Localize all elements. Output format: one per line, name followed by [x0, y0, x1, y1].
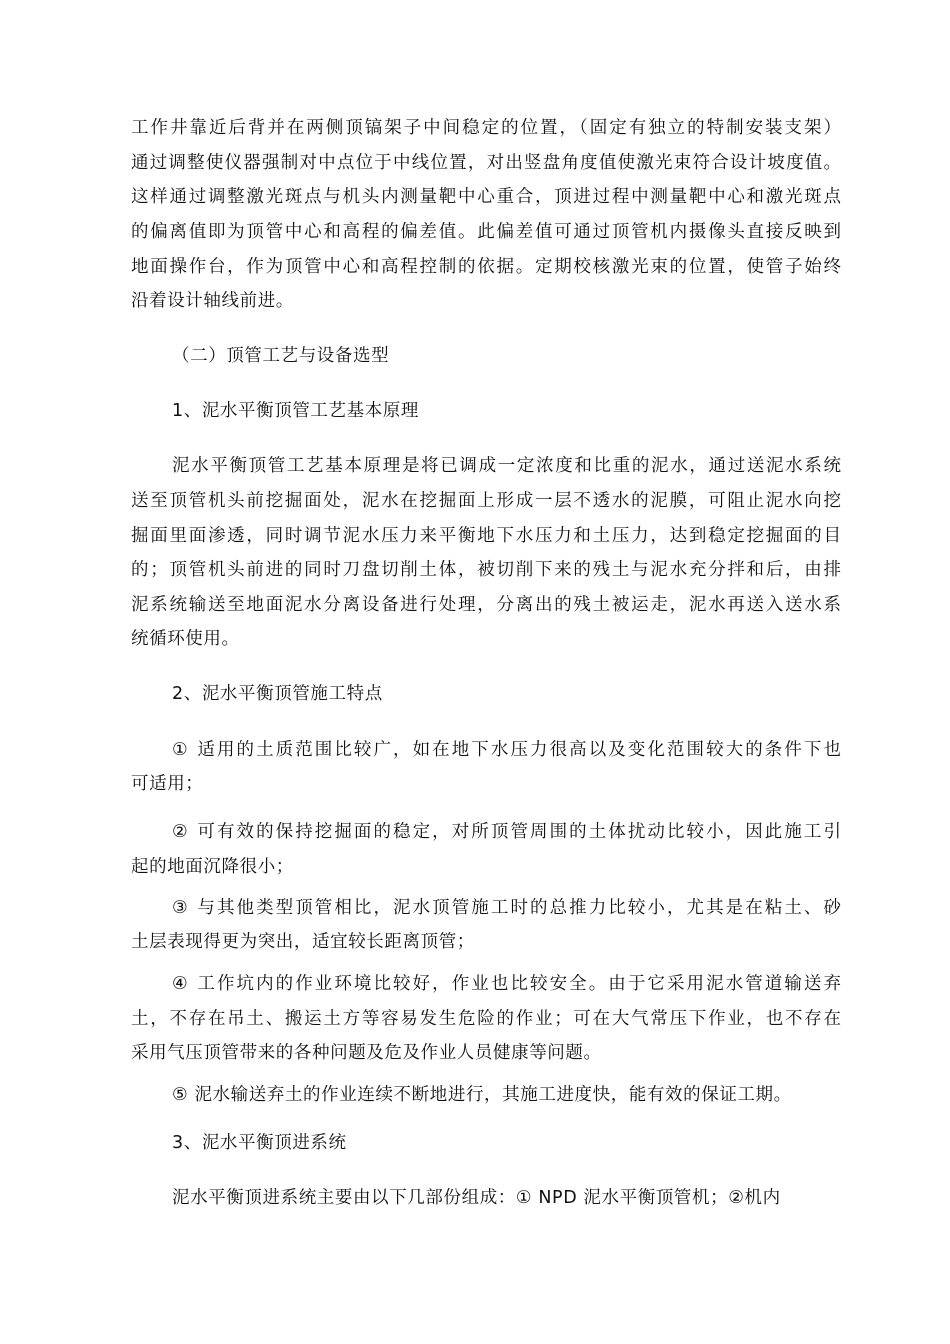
subsection-heading: 2、泥水平衡顶管施工特点: [172, 684, 383, 704]
list-item-line: 可适用；: [131, 774, 204, 794]
subsection-heading: 3、泥水平衡顶进系统: [172, 1133, 347, 1153]
body-text-line: 泥系统输送至地面泥水分离设备进行处理，分离出的残土被运走，泥水再送入送水系: [131, 595, 841, 615]
list-item-line: ① 适用的土质范围比较广，如在地下水压力很高以及变化范围较大的条件下也: [172, 740, 841, 760]
list-item-line: 采用气压顶管带来的各种问题及危及作业人员健康等问题。: [131, 1043, 602, 1063]
list-item-line: ② 可有效的保持挖掘面的稳定，对所顶管周围的土体扰动比较小，因此施工引: [172, 822, 841, 842]
body-text-line: 的偏离值即为顶管中心和高程的偏差值。此偏差值可通过顶管机内摄像头直接反映到: [131, 222, 841, 242]
body-text-line: 沿着设计轴线前进。: [131, 291, 294, 311]
list-item-line: 土，不存在吊土、搬运土方等容易发生危险的作业；可在大气常压下作业，也不存在: [131, 1009, 841, 1029]
body-text-line: 统循环使用。: [131, 629, 240, 649]
body-text-line: 这样通过调整激光斑点与机头内测量靶中心重合，顶进过程中测量靶中心和激光斑点: [131, 187, 841, 207]
list-item-line: ④ 工作坑内的作业环境比较好，作业也比较安全。由于它采用泥水管道输送弃: [172, 974, 841, 994]
body-text-line: 通过调整使仪器强制对中点位于中线位置，对出竖盘角度值使激光束符合设计坡度值。: [131, 153, 841, 173]
body-text-line: 泥水平衡顶进系统主要由以下几部份组成：① NPD 泥水平衡顶管机；②机内: [172, 1188, 781, 1208]
list-item-line: 起的地面沉降很小；: [131, 857, 294, 877]
list-item-line: ⑤ 泥水输送弃土的作业连续不断地进行，其施工进度快，能有效的保证工期。: [172, 1085, 792, 1105]
list-item-line: ③ 与其他类型顶管相比，泥水顶管施工时的总推力比较小，尤其是在粘土、砂: [172, 898, 841, 918]
section-heading: （二）顶管工艺与设备选型: [172, 346, 390, 366]
list-item-line: 土层表现得更为突出，适宜较长距离顶管；: [131, 932, 475, 952]
body-text-line: 地面操作台，作为顶管中心和高程控制的依据。定期校核激光束的位置，使管子始终: [131, 257, 841, 277]
body-text-line: 送至顶管机头前挖掘面处，泥水在挖掘面上形成一层不透水的泥膜，可阻止泥水向挖: [131, 491, 841, 511]
body-text-line: 的；顶管机头前进的同时刀盘切削土体，被切削下来的残土与泥水充分拌和后，由排: [131, 560, 841, 580]
body-text-line: 掘面里面渗透，同时调节泥水压力来平衡地下水压力和土压力，达到稳定挖掘面的目: [131, 526, 841, 546]
subsection-heading: 1、泥水平衡顶管工艺基本原理: [172, 401, 420, 421]
body-text-line: 泥水平衡顶管工艺基本原理是将已调成一定浓度和比重的泥水，通过送泥水系统: [172, 456, 841, 476]
body-text-line: 工作井靠近后背并在两侧顶镐架子中间稳定的位置，（固定有独立的特制安装支架）: [131, 118, 841, 138]
